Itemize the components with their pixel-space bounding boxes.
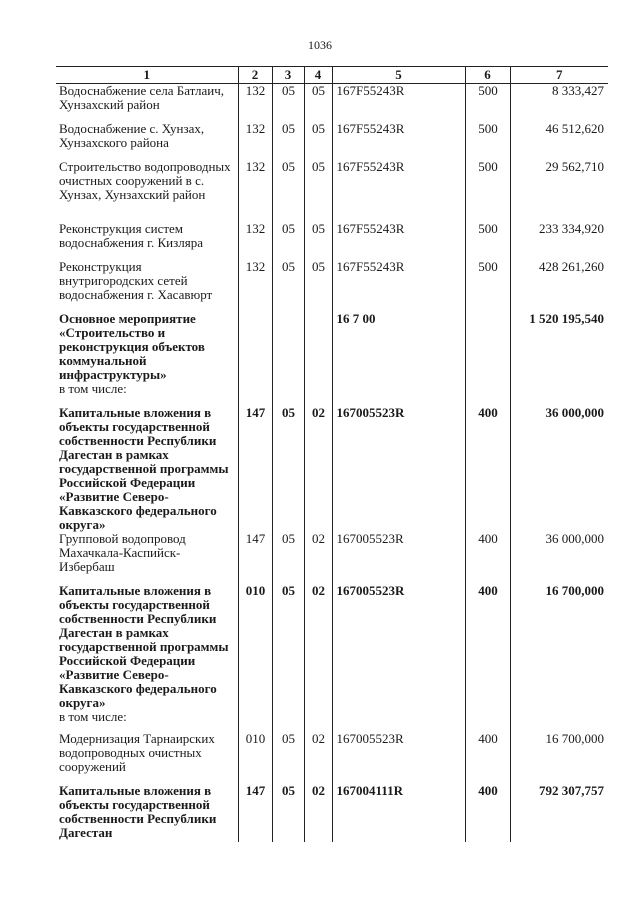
target-article-code: 167F55243R: [332, 222, 465, 260]
amount: 46 512,620: [510, 122, 608, 160]
amount: 428 261,260: [510, 260, 608, 312]
subsection-code: 05: [304, 222, 332, 260]
budget-table-container: [56, 66, 608, 842]
table-row: [56, 312, 608, 382]
expense-type-code: 400: [465, 732, 510, 784]
target-article-code: [332, 382, 465, 406]
subsection-code: 02: [304, 732, 332, 784]
table-row: [56, 84, 608, 122]
expense-type-code: 500: [465, 222, 510, 260]
table-row: [56, 532, 608, 584]
expense-type-code: [465, 710, 510, 732]
row-description: Реконструкция систем водоснабжения г. Кизляра: [59, 220, 203, 250]
section-code: 05: [272, 222, 304, 260]
ministry-code: 132: [238, 222, 272, 260]
amount: 1 520 195,540: [510, 312, 608, 382]
column-header: 5: [332, 67, 465, 84]
target-article-code: 167005523R: [332, 532, 465, 584]
section-code: 05: [272, 584, 304, 710]
ministry-code: 132: [238, 84, 272, 122]
expense-type-code: 400: [465, 784, 510, 842]
section-code: 05: [272, 122, 304, 160]
expense-type-code: [465, 312, 510, 382]
target-article-code: 167004111R: [332, 784, 465, 842]
ministry-code: 147: [238, 784, 272, 842]
subsection-code: 02: [304, 584, 332, 710]
table-row: [56, 160, 608, 222]
column-header: 1: [56, 67, 238, 84]
target-article-code: 167005523R: [332, 406, 465, 532]
table-row: [56, 584, 608, 710]
section-code: [272, 710, 304, 732]
row-description: в том числе:: [59, 708, 127, 724]
expense-type-code: 400: [465, 406, 510, 532]
target-article-code: 167005523R: [332, 584, 465, 710]
expense-type-code: 400: [465, 532, 510, 584]
page-number: 1036: [308, 38, 332, 52]
subsection-code: [304, 382, 332, 406]
expense-type-code: 500: [465, 84, 510, 122]
row-description: Реконструкция внутригородских сетей водоснабжения г. Хасавюрт: [59, 258, 213, 302]
subsection-code: 02: [304, 406, 332, 532]
ministry-code: 132: [238, 260, 272, 312]
row-description: Водоснабжение с. Хунзах, Хунзахского района: [59, 120, 205, 150]
amount: [510, 382, 608, 406]
column-header: 4: [304, 67, 332, 84]
table-header-row: [56, 67, 608, 84]
section-code: 05: [272, 260, 304, 312]
row-description: Строительство водопроводных очистных сооружений в с. Хунзах, Хунзахский район: [59, 158, 231, 202]
ministry-code: [238, 382, 272, 406]
expense-type-code: 500: [465, 260, 510, 312]
target-article-code: 167F55243R: [332, 84, 465, 122]
expense-type-code: [465, 382, 510, 406]
column-header: 6: [465, 67, 510, 84]
subsection-code: 02: [304, 532, 332, 584]
subsection-code: 02: [304, 784, 332, 842]
row-description: Модернизация Тарнаирских водопроводных очистных сооружений: [59, 730, 215, 774]
section-code: [272, 312, 304, 382]
subsection-code: 05: [304, 122, 332, 160]
row-description: в том числе:: [59, 380, 127, 396]
table-row: [56, 382, 608, 406]
amount: 36 000,000: [510, 532, 608, 584]
column-header: 7: [510, 67, 608, 84]
ministry-code: 132: [238, 122, 272, 160]
amount: 792 307,757: [510, 784, 608, 842]
row-description: Групповой водопровод Махачкала-Каспийск-Избербаш: [59, 530, 186, 574]
table-row: [56, 784, 608, 842]
target-article-code: 167F55243R: [332, 160, 465, 222]
budget-table: [56, 66, 608, 842]
expense-type-code: 500: [465, 160, 510, 222]
table-row: [56, 732, 608, 784]
row-description: Основное мероприятие «Строительство и реконструкция объектов коммунальной инфраструктуры»: [59, 310, 205, 382]
table-row: [56, 406, 608, 532]
row-description: Капитальные вложения в объекты государственной собственности Республики Дагестан: [59, 782, 217, 840]
row-description: Капитальные вложения в объекты государственной собственности Республики Дагестан в рамках государственной программы Российской Федерации «Развитие Северо-Кавказского федерального округа»: [59, 582, 229, 710]
ministry-code: 010: [238, 584, 272, 710]
subsection-code: 05: [304, 84, 332, 122]
table-row: [56, 260, 608, 312]
amount: 36 000,000: [510, 406, 608, 532]
ministry-code: [238, 312, 272, 382]
target-article-code: 167F55243R: [332, 122, 465, 160]
ministry-code: 132: [238, 160, 272, 222]
section-code: 05: [272, 406, 304, 532]
subsection-code: [304, 312, 332, 382]
amount: [510, 710, 608, 732]
target-article-code: 167005523R: [332, 732, 465, 784]
row-description: Водоснабжение села Батлаич, Хунзахский район: [59, 83, 225, 112]
section-code: 05: [272, 532, 304, 584]
section-code: 05: [272, 84, 304, 122]
table-row: [56, 710, 608, 732]
section-code: 05: [272, 732, 304, 784]
ministry-code: 147: [238, 406, 272, 532]
subsection-code: 05: [304, 160, 332, 222]
table-body: [56, 84, 608, 842]
amount: 16 700,000: [510, 584, 608, 710]
column-header: 3: [272, 67, 304, 84]
ministry-code: 147: [238, 532, 272, 584]
amount: 233 334,920: [510, 222, 608, 260]
table-row: [56, 222, 608, 260]
target-article-code: 16 7 00: [332, 312, 465, 382]
table-row: [56, 122, 608, 160]
target-article-code: 167F55243R: [332, 260, 465, 312]
section-code: 05: [272, 160, 304, 222]
target-article-code: [332, 710, 465, 732]
column-header: 2: [238, 67, 272, 84]
ministry-code: [238, 710, 272, 732]
row-description: Капитальные вложения в объекты государственной собственности Республики Дагестан в рамках государственной программы Российской Федерации «Развитие Северо-Кавказского федерального округа»: [59, 404, 229, 532]
amount: 8 333,427: [510, 84, 608, 122]
section-code: 05: [272, 784, 304, 842]
expense-type-code: 400: [465, 584, 510, 710]
subsection-code: [304, 710, 332, 732]
expense-type-code: 500: [465, 122, 510, 160]
section-code: [272, 382, 304, 406]
amount: 16 700,000: [510, 732, 608, 784]
ministry-code: 010: [238, 732, 272, 784]
amount: 29 562,710: [510, 160, 608, 222]
subsection-code: 05: [304, 260, 332, 312]
